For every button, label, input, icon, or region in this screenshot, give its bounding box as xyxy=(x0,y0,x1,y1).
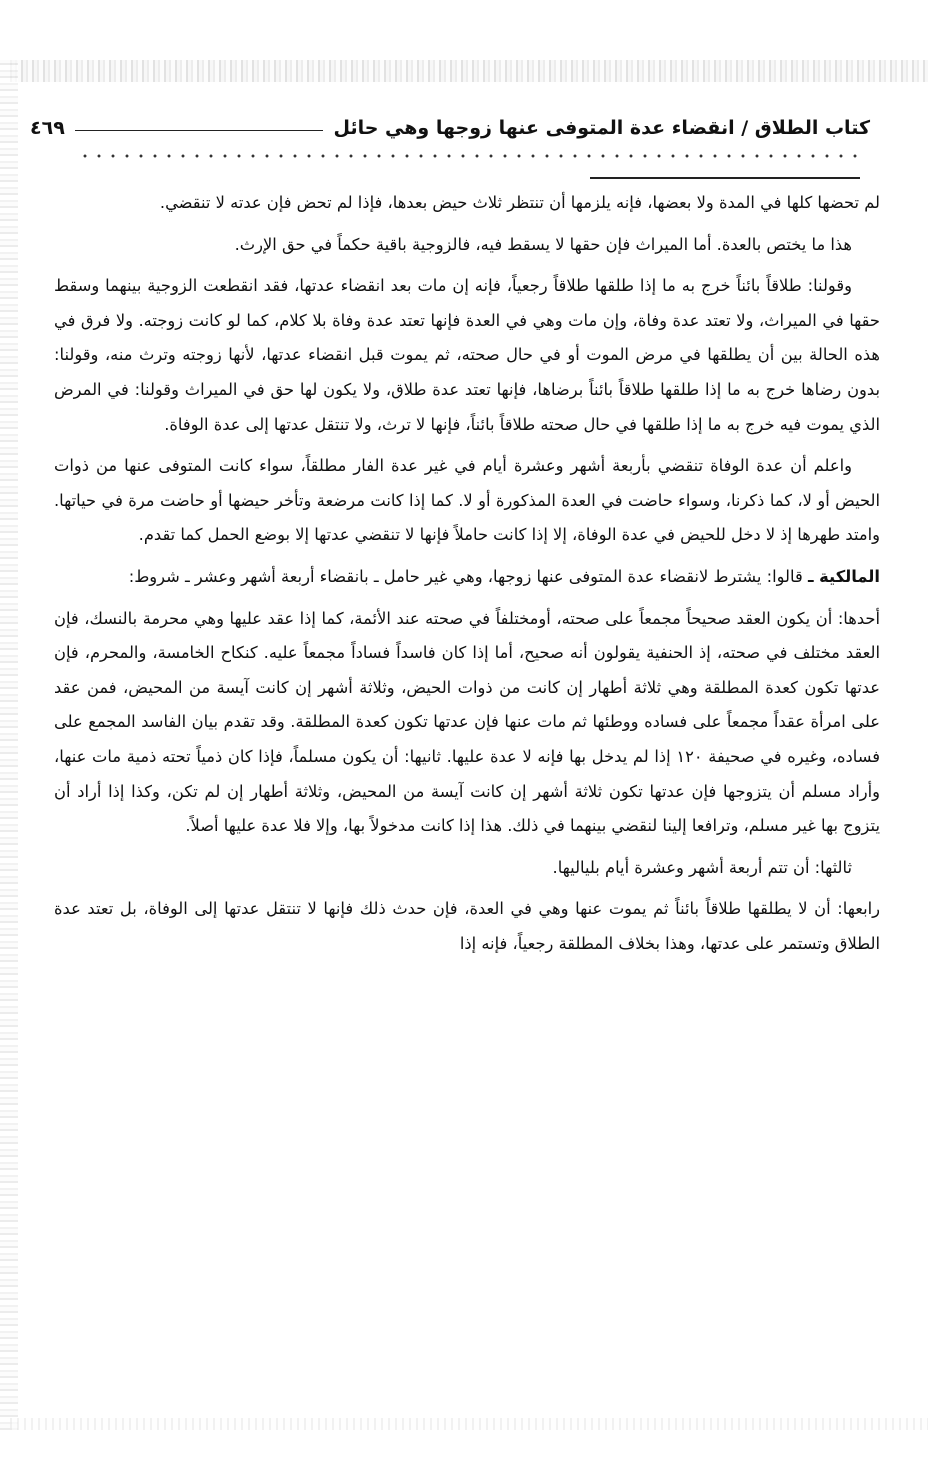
paragraph: ثالثها: أن تتم أربعة أشهر وعشرة أيام بلياليها. xyxy=(552,857,852,877)
paragraph-text: قالوا: يشترط لانقضاء عدة المتوفى عنها زوجها، وهي غير حامل ـ بانقضاء أربعة أشهر وعشر ـ شروط: xyxy=(128,566,803,586)
header-rule xyxy=(75,130,324,131)
paragraph: واعلم أن عدة الوفاة تنقضي بأربعة أشهر وعشرة أيام في غير عدة الفار مطلقاً، سواء كانت المتوفى عنها من ذوات الحيض أو لا، كما ذكرنا، وسواء حاضت في العدة المذكورة أو لا. كما إذا كانت مرضعة وتأخر حيضها أو حاضت مرة في حياتها. وامتد طهرها إذ لا دخل للحيض في عدة الوفاة، إلا إذا كانت حاملاً فإنها لا تنقضي عدتها إلا بوضع الحمل كما تقدم. xyxy=(54,456,880,545)
school-name: المالكية ـ xyxy=(807,566,880,586)
dotted-separator xyxy=(78,153,866,159)
scan-edge-top xyxy=(10,60,928,82)
header-title: كتاب الطلاق / انقضاء عدة المتوفى عنها زوجها وهي حائل xyxy=(333,117,870,139)
paragraph: لم تحضها كلها في المدة ولا بعضها، فإنه يلزمها أن تنتظر ثلاث حيض بعدها، فإذا لم تحض فإن عدته لا تنقضي. xyxy=(159,193,880,212)
paragraph: أحدها: أن يكون العقد صحيحاً مجمعاً على صحته، أومختلفاً في صحته عند الأئمة، كما إذا عقد عليها وهي محرمة بالنسك، فإن العقد مختلف في صحته، إذ الحنفية يقولون أنه صحيح، أما إذا كان فاسداً فساداً مجمعاً عليه. كنكاح الخامسة، والمحرم، فإن عدتها تكون كعدة المطلقة وهي ثلاثة أطهار إن كانت من ذوات الحيض، وثلاثة أشهر إن كانت آيسة من المحيض، فمن عقد على امرأة عقداً مجمعاً على فساده ووطئها ثم مات عنها فإن عدتها تكون كعدة المطلقة. وقد تقدم بيان الفاسد المجمع على فساده، وغيره في صحيفة ١٢٠ إذا لم يدخل بها فإنه لا عدة عليها. ثانيها: أن يكون مسلماً، فإذا كان ذمياً تحته ذمية مات عنها، وأراد مسلم أن يتزوجها فإن عدتها تكون ثلاثة أشهر إن كانت آيسة من المحيض، وثلاثة أطهار إن لم تكن، وكذا إذا أراد أن يتزوج بها غير مسلم، وترافعا إلينا لنقضي بينهما في ذلك. هذا إذا كانت مدخولاً بها، وإلا فلا عدة عليها أصلاً. xyxy=(54,608,881,836)
paragraph: رابعها: أن لا يطلقها طلاقاً بائناً ثم يموت عنها وهي في العدة، فإن حدث ذلك فإنها لا تنتقل عدتها إلى الوفاة، بل تعتد عدة الطلاق وتستمر على عدتها، وهذا بخلاف المطلقة رجعياً، فإنه إذا xyxy=(54,899,880,953)
scan-edge-bottom xyxy=(10,1418,928,1430)
paragraph-malikiyya xyxy=(54,560,880,595)
page-number: ٤٦٩ xyxy=(30,117,65,139)
paragraph: هذا ما يختص بالعدة. أما الميراث فإن حقها لا يسقط فيه، فالزوجية باقية حكماً في حق الإرث. xyxy=(234,234,852,254)
paragraph: وقولنا: طلاقاً بائناً خرج به ما إذا طلقها طلاقاً رجعياً، فإنه إن مات بعد انقضاء عدتها، فقد انقطعت الزوجية بينهما وسقط حقها في الميراث، ولا تعتد عدة وفاة، وإن مات وهي في العدة فإنها تعتد عدة وفاة بلا كلام، كما لو كانت زوجته. ولا فرق في هذه الحالة بين أن يطلقها في مرض الموت أو في حال صحته، ثم يموت قبل انقضاء عدتها، لأنها زوجته وترث منه، وقولنا: بدون رضاها خرج به ما إذا طلقها طلاقاً بائناً برضاها، فإنها تعتد عدة طلاق، ولا يكون لها حق في الميراث وقولنا: في المرض الذي يموت فيه خرج به ما إذا طلقها في حال صحته طلاقاً بائناً، فإنها لا ترث، ولا تنتقل عدتها إلى عدة الوفاة. xyxy=(54,276,880,434)
separator-line xyxy=(590,177,860,179)
scan-edge-left xyxy=(0,60,18,1430)
running-header xyxy=(30,108,870,148)
body-text xyxy=(54,186,880,961)
